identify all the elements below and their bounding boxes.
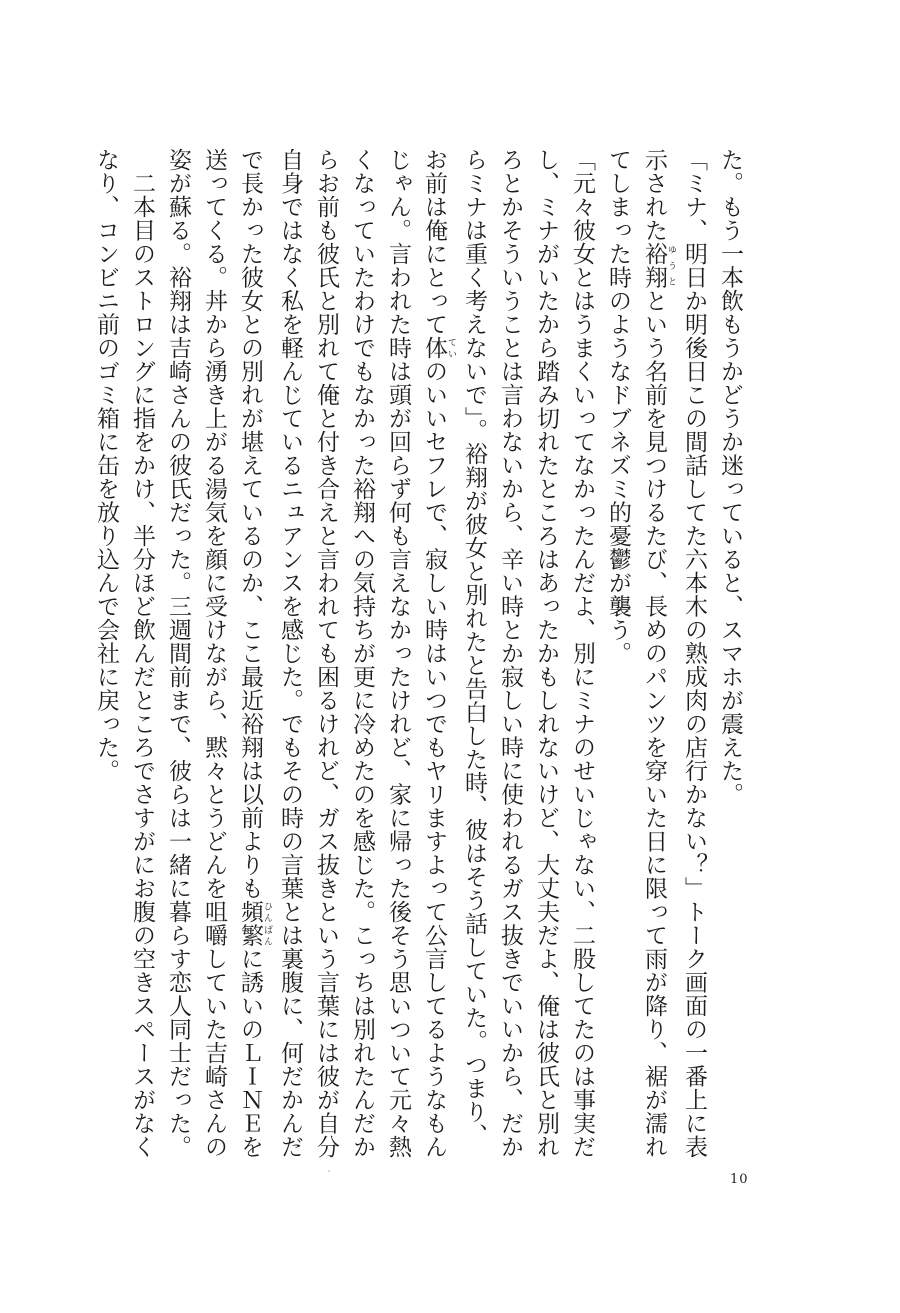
stray-dot <box>328 1170 330 1172</box>
text-line: 示された裕翔 ゆうとという名前を見つけるたび、長めのパンツを穿いた日に限って雨が降り、裾が濡れ <box>641 148 676 1159</box>
text-line: らお前も彼氏と別れて俺と付き合えと言われても困るけれど、ガス抜きという言葉には彼が自分 <box>313 148 339 1159</box>
text-line: お前は俺にとって体 ていのいいセフレで、寂しい時はいつでもヤリますよって公言してるようなもん <box>421 148 456 1159</box>
text-line: ろとかそういうことは言わないから、辛い時とか寂しい時に使われるガス抜きでいいから、だか <box>497 148 523 1159</box>
ruby-tei: 体 てい <box>421 336 456 360</box>
text-line: じゃん。言われた時は頭が回らず何も言えなかったけれど、家に帰った後そう思いついて元々熱 <box>385 148 411 1159</box>
text-line: 「元々彼女とはうまくいってなかったんだよ、別にミナのせいじゃない、二股してたのは事実だ <box>569 148 595 1159</box>
text-line: なり、コンビニ前のゴミ箱に缶を放り込んで会社に戻った。 <box>93 148 119 783</box>
text-line: 「ミナ、明日か明後日この間話してた六本木の熟成肉の店行かない？」トーク画面の一番上に表 <box>681 148 707 1159</box>
text-line: し、ミナがいたから踏み切れたところはあったかもしれないけど、大丈夫だよ、俺は彼氏と別れ <box>533 148 559 1159</box>
text-line: た。もう一本飲もうかどうか迷っていると、スマホが震えた。 <box>717 148 743 806</box>
page-number: 10 <box>730 1172 749 1187</box>
vertical-text-body <box>93 148 748 1159</box>
text-line: 自身ではなく私を軽んじているニュアンスを感じた。でもその時の言葉とは裏腹に、何だかんだ <box>277 148 303 1159</box>
text-line: らミナは重く考えないで」。裕翔が彼女と別れたと告白した時、彼はそう話していた。つまり、 <box>461 148 487 1147</box>
text-line: 姿が蘇る。裕翔は吉崎さんの彼氏だった。三週間前まで、彼らは一緒に暮らす恋人同士だった。 <box>165 148 191 1159</box>
text-line: で長かった彼女との別れが堪えているのか、ここ最近裕翔は以前よりも頻繁 ひんぱんに誘いのＬＩＮＥを <box>237 148 272 1159</box>
text-line: てしまった時のようなドブネズミ的憂鬱が襲う。 <box>605 148 631 665</box>
text-line: くなっていたわけでもなかった裕翔への気持ちが更に冷めたのを感じた。こっちは別れたんだか <box>349 148 375 1159</box>
ruby-hinpan: 頻繁 ひんぱん <box>237 900 272 947</box>
text-line: 二本目のストロングに指をかけ、半分ほど飲んだところでさすがにお腹の空きスペースがなく <box>129 148 155 1159</box>
ruby-yuto: 裕翔 ゆうと <box>641 242 676 289</box>
text-line: 送ってくる。丼から湧き上がる湯気を顔に受けながら、黙々とうどんを咀嚼していた吉崎さんの <box>201 148 227 1159</box>
